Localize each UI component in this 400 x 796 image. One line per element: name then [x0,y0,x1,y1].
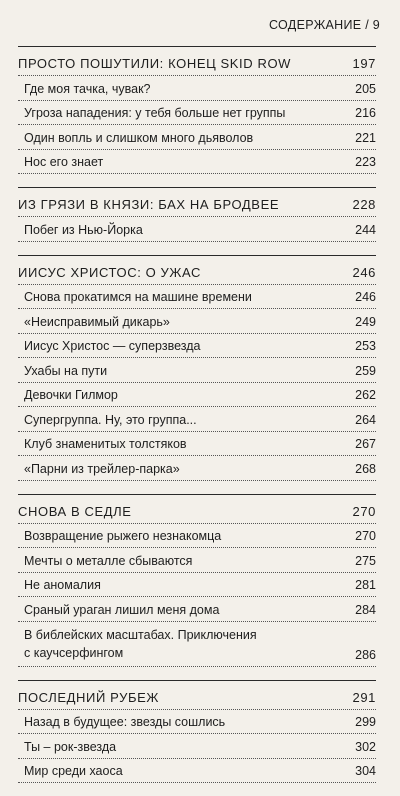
part-page-number: 197 [352,56,376,71]
chapter-entry [18,309,376,334]
chapter-page-number: 249 [355,314,376,329]
chapter-page-number: 270 [355,529,376,543]
chapter-title: «Парни из трейлер-парка» [24,461,180,476]
chapter-title: Угроза нападения: у тебя больше нет группы [24,106,286,120]
chapter-entry [18,597,376,622]
chapter-title: Нос его знает [24,155,104,169]
toc-part [18,255,376,481]
part-entry [18,501,376,524]
toc-part [18,494,376,667]
chapter-page-number: 281 [355,578,376,592]
running-header: СОДЕРЖАНИЕ / 9 [269,18,380,32]
chapter-page-number: 246 [355,290,376,304]
chapter-page-number: 262 [355,388,376,402]
chapter-entry [18,358,376,383]
part-page-number: 270 [352,503,376,519]
chapter-title: Побег из Нью-Йорка [24,222,143,237]
toc-part [18,187,376,242]
chapter-title: Клуб знаменитых толстяков [24,437,187,451]
chapter-title: Один вопль и слишком много дьяволов [24,130,254,145]
chapter-title: Где моя тачка, чувак? [24,81,151,96]
part-title: ИЗ ГРЯЗИ В КНЯЗИ: БАХ НА БРОДВЕЕ [18,197,280,212]
chapter-entry [18,407,376,432]
part-page-number: 246 [352,264,376,280]
table-of-contents [18,46,376,796]
chapter-entry [18,150,376,175]
part-entry [18,53,376,76]
chapter-entry [18,285,376,310]
chapter-title-line-2: с каучсерфингом [24,645,124,660]
chapter-entry [18,383,376,408]
chapter-title: Супергруппа. Ну, это группа... [24,412,197,427]
chapter-entry [18,573,376,598]
chapter-entry [18,734,376,759]
chapter-entry [18,548,376,573]
chapter-page-number: 259 [355,363,376,378]
chapter-entry [18,334,376,359]
chapter-page-number: 253 [355,339,376,353]
chapter-title: Ухабы на пути [24,363,108,378]
chapter-page-number: 268 [355,461,376,476]
chapter-title: Не аномалия [24,578,101,592]
part-title: ПРОСТО ПОШУТИЛИ: КОНЕЦ SKID ROW [18,56,292,71]
chapter-entry [18,759,376,784]
chapter-page-number: 275 [355,553,376,568]
chapter-title: Девочки Гилмор [24,388,118,402]
part-title: ПОСЛЕДНИЙ РУБЕЖ [18,689,159,705]
part-title: СНОВА В СЕДЛЕ [18,503,132,519]
chapter-page-number: 286 [355,647,376,662]
chapter-page-number: 223 [355,155,376,169]
chapter-page-number: 264 [355,412,376,427]
chapter-title: Назад в будущее: звезды сошлись [24,715,226,729]
part-entry [18,262,376,285]
chapter-title: «Неисправимый дикарь» [24,314,170,329]
chapter-title: Возвращение рыжего незнакомца [24,529,222,543]
chapter-entry [18,217,376,242]
toc-part [18,46,376,174]
chapter-page-number: 304 [355,764,376,778]
chapter-page-number: 205 [355,81,376,96]
chapter-page-number: 244 [355,222,376,237]
part-page-number: 228 [352,197,376,212]
chapter-title: Ты – рок-звезда [24,739,117,754]
part-title: ИИСУС ХРИСТОС: О УЖАС [18,264,201,280]
toc-part [18,680,376,784]
chapter-page-number: 299 [355,715,376,729]
chapter-page-number: 221 [355,130,376,145]
chapter-title-line-1: В библейских масштабах. Приключения [24,627,257,642]
chapter-page-number: 284 [355,602,376,617]
chapter-entry [18,432,376,457]
chapter-page-number: 216 [355,106,376,120]
chapter-title: Мир среди хаоса [24,764,123,778]
part-entry [18,687,376,710]
chapter-entry [18,710,376,735]
chapter-page-number: 302 [355,739,376,754]
chapter-title: Мечты о металле сбываются [24,553,193,568]
chapter-entry [18,456,376,481]
chapter-title: Иисус Христос — суперзвезда [24,339,201,353]
chapter-entry [18,101,376,126]
chapter-entry [18,125,376,150]
chapter-entry [18,524,376,549]
part-page-number: 291 [352,689,376,705]
chapter-title [18,622,348,666]
chapter-entry [18,76,376,101]
chapter-entry [18,622,376,667]
chapter-title: Снова прокатимся на машине времени [24,290,252,304]
part-entry [18,194,376,217]
chapter-page-number: 267 [355,437,376,451]
chapter-title: Сраный ураган лишил меня дома [24,602,220,617]
